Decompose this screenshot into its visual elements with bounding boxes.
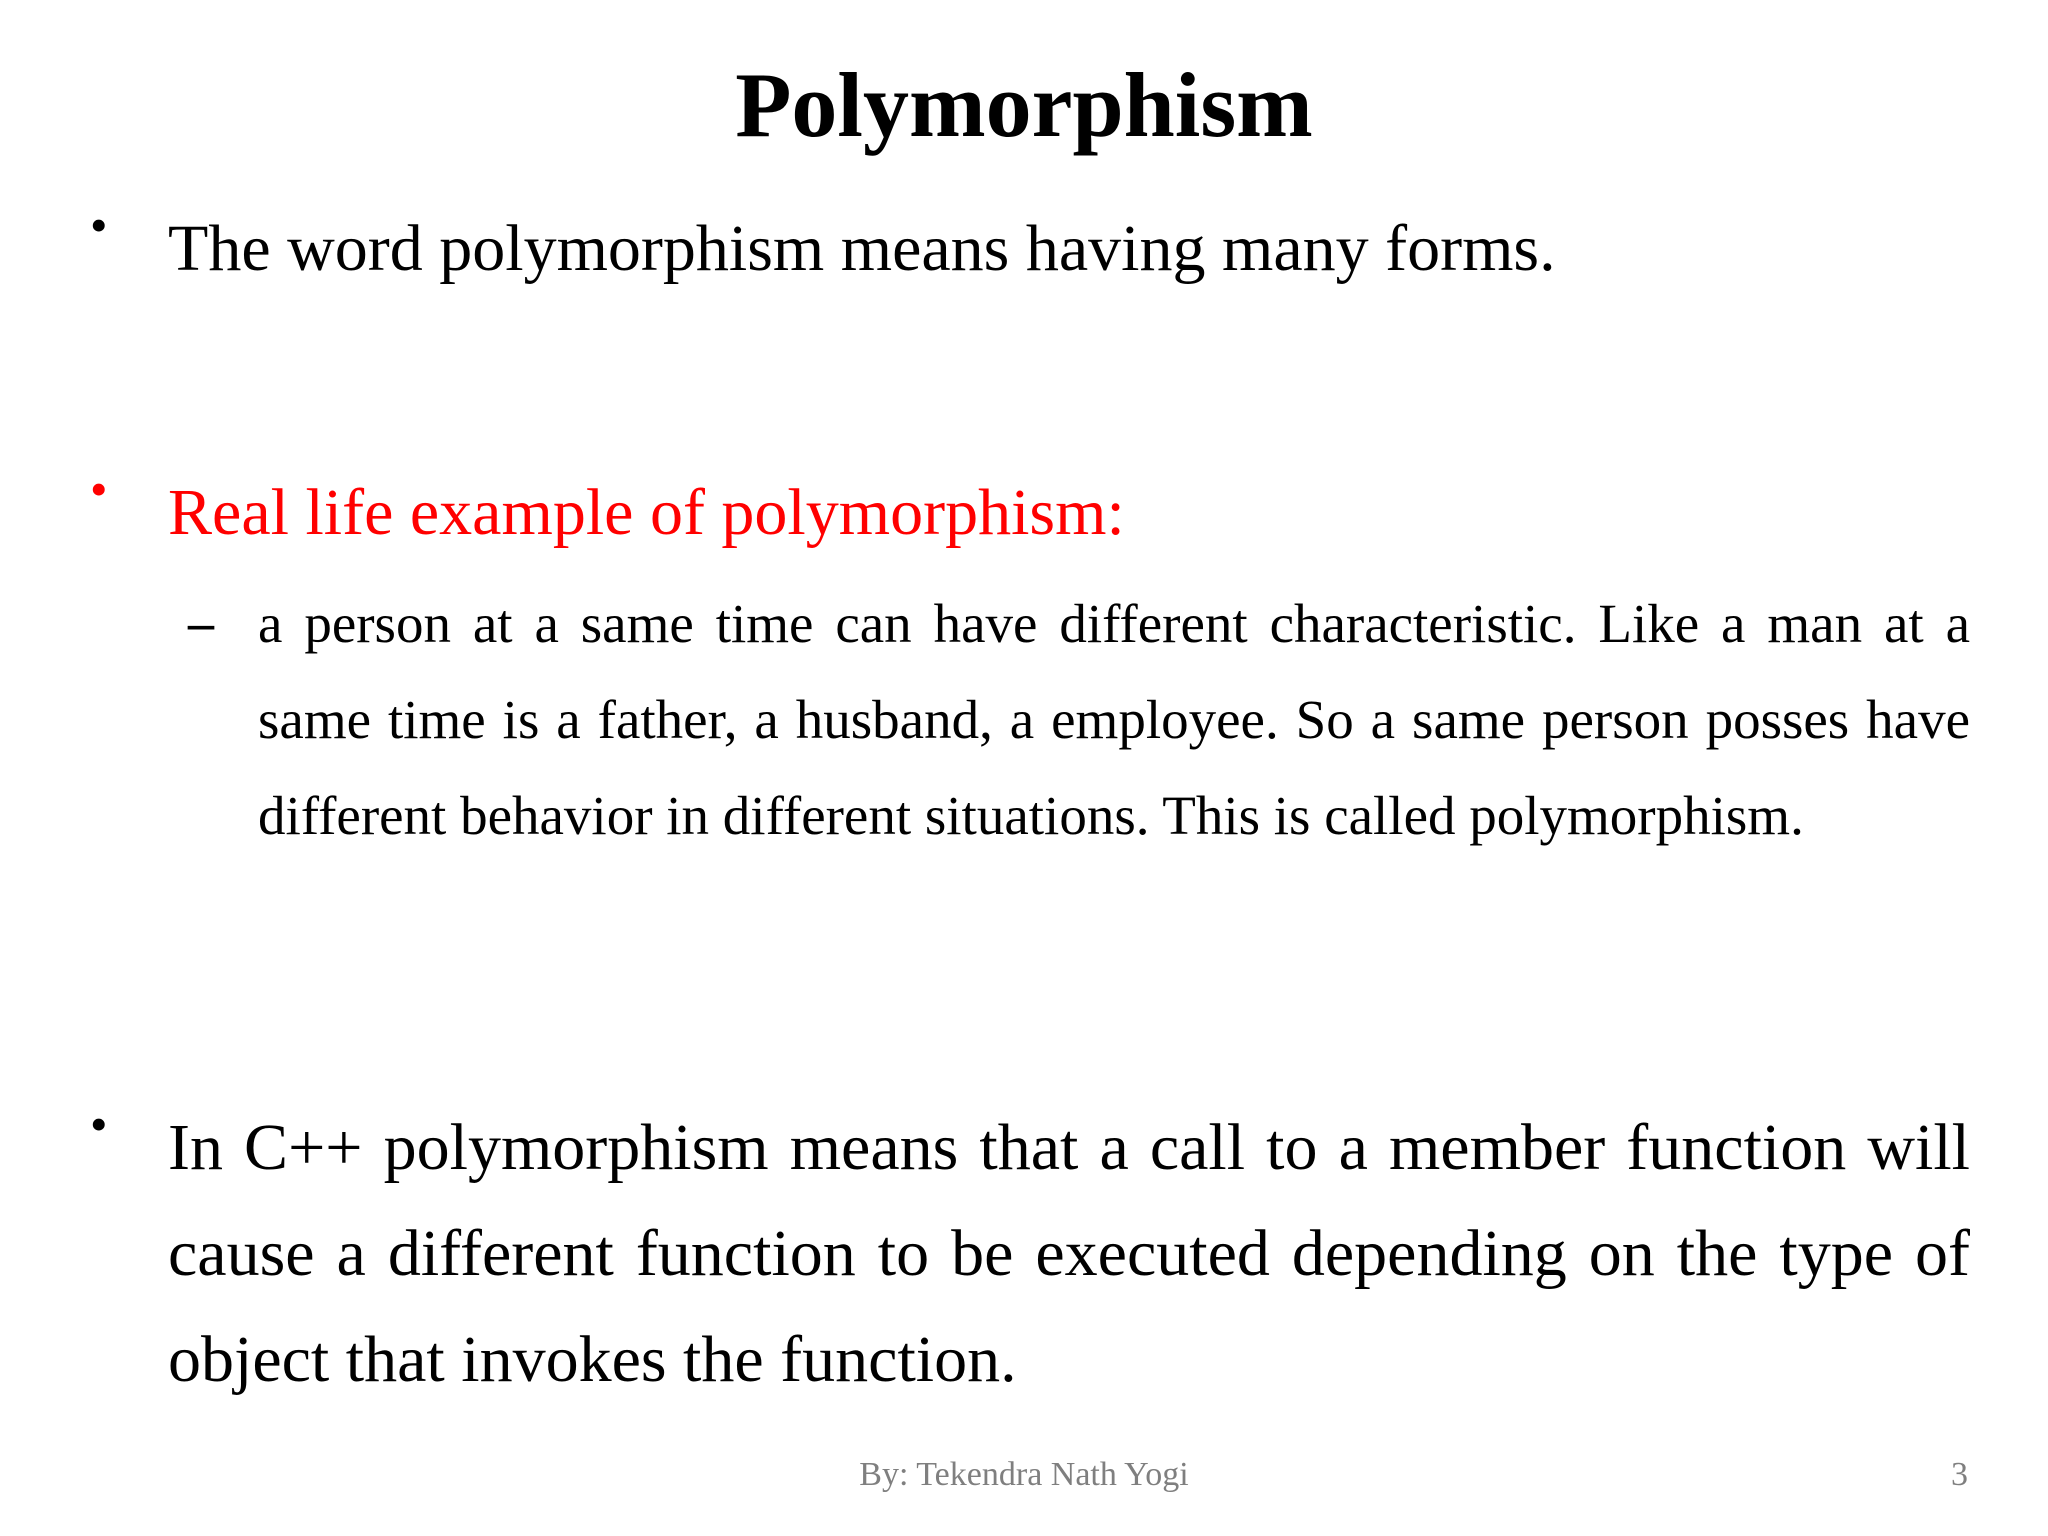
bullet-text: In C++ polymorphism means that a call to a member function will cause a different function to be executed depending on the type of object that invokes the function. <box>168 1111 1970 1396</box>
bullet-item <box>90 460 1970 570</box>
page-number: 3 <box>1951 1456 1968 1493</box>
bullet-marker: • <box>90 461 108 517</box>
bullet-text: The word polymorphism means having many forms. <box>168 212 1556 285</box>
sub-bullet-text: a person at a same time can have different characteristic. Like a man at a same time is a father, a husband, a employee. So a same person posses have different behavior in different situations. This is called polymorphism. <box>258 593 1970 846</box>
bullet-item <box>90 196 1970 306</box>
sub-bullet-marker: – <box>188 595 214 652</box>
footer-author: By: Tekendra Nath Yogi <box>859 1456 1189 1493</box>
bullet-marker: • <box>90 1096 108 1152</box>
slide-title: Polymorphism <box>735 54 1313 156</box>
bullet-marker: • <box>90 197 108 253</box>
bullet-text: Real life example of polymorphism: <box>168 476 1125 549</box>
